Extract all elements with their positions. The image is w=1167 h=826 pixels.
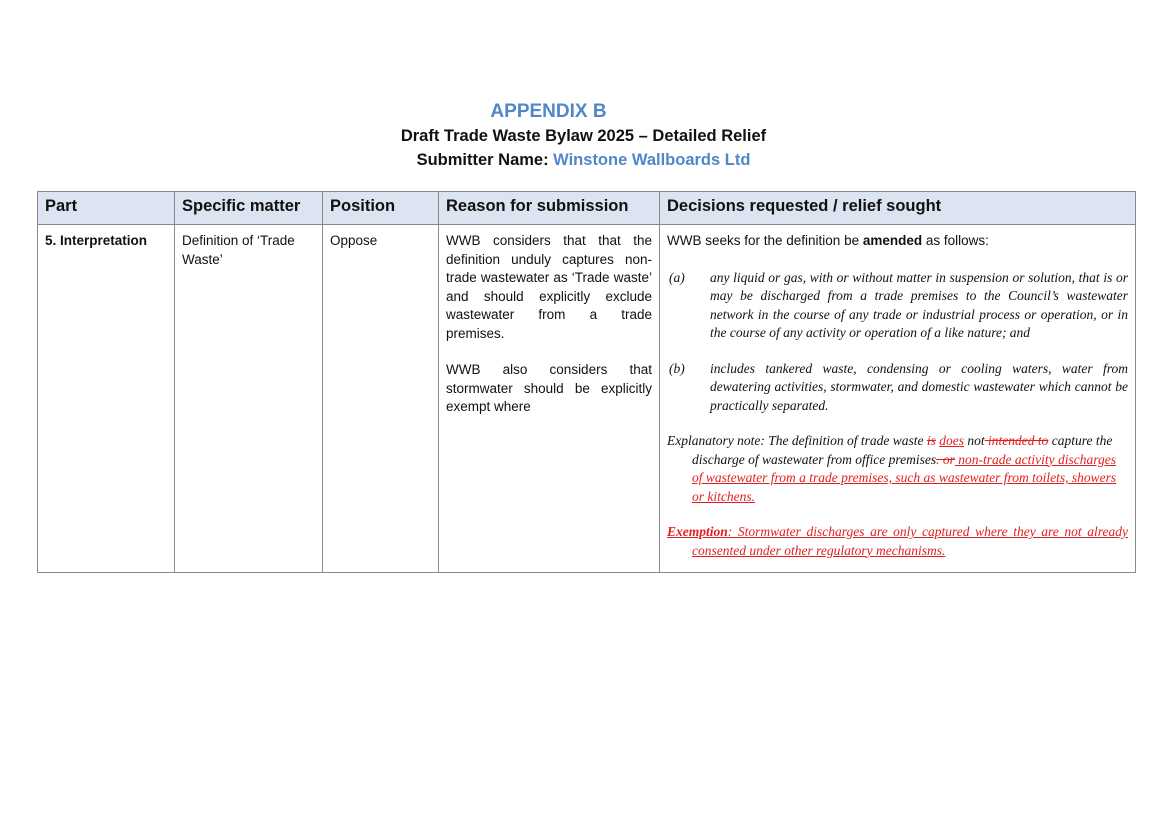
column-header-decisions: Decisions requested / relief sought [660,192,1136,225]
specific-matter-cell: Definition of ‘Trade Waste’ [175,225,323,573]
note-insertion: non-trade activity discharges of wastewater from a trade premises, such as wastewater from toilets, showers or kitchens. [692,451,1117,504]
explanatory-note [667,432,1128,506]
decision-intro-emphasis: amended [862,233,923,248]
clause-a-text: any liquid or gas, with or without matter in suspension or solution, that is or may be discharged from a trade premises to the Council’s wastewater network in the course of any trade or industrial process or operation, or in the course of any activity or operation of a like nature; and [710,269,1128,340]
appendix-heading: APPENDIX B [490,101,607,122]
clause-b-label: (b) [669,360,685,376]
column-header-reason: Reason for submission [439,192,660,225]
reason-cell [439,225,660,573]
table-header-row [38,192,1136,225]
exemption-text: : Stormwater discharges are only captured where they are not already consented under other regulatory mechanisms. [692,524,1128,558]
clause-a-label: (a) [669,269,685,285]
reason-paragraph-2: WWB also considers that stormwater should be explicitly exempt where [446,362,652,414]
decision-intro-text-end: as follows: [922,233,989,248]
document-header [0,100,1167,172]
note-deletion: intended to [984,433,1049,448]
exemption-note [667,523,1128,560]
relief-table [37,191,1136,573]
decisions-cell [660,225,1136,573]
note-text: Explanatory note: The definition of trade waste [667,433,927,448]
column-header-specific-matter: Specific matter [175,192,323,225]
note-deletion: is [926,433,936,448]
column-header-part: Part [38,192,175,225]
table-row [38,225,1136,573]
clause-b [667,360,1128,416]
exemption-label: Exemption [667,524,728,539]
note-text: capture the discharge of wastewater from office premises [692,433,1113,467]
column-header-position: Position [323,192,439,225]
note-insertion: does [939,433,964,448]
clause-a [667,269,1128,343]
submitter-label: Submitter Name: [416,151,554,169]
document-title: Draft Trade Waste Bylaw 2025 – Detailed Relief [400,127,767,145]
note-deletion: . or [936,451,955,467]
note-text: not [963,433,985,448]
decision-intro-text: WWB seeks for the definition be [667,233,863,248]
clause-b-text: includes tankered waste, condensing or cooling waters, water from dewatering activities, stormwater, and domestic wastewater which cannot be practically separated. [710,360,1128,413]
submitter-line [0,148,1167,172]
part-cell: 5. Interpretation [38,225,175,573]
submitter-name: Winstone Wallboards Ltd [553,151,751,169]
reason-paragraph-1: WWB considers that that the definition unduly captures non-trade wastewater as ‘Trade waste’ and should explicitly exclude wastewater from a trade premises. [446,233,652,341]
position-cell: Oppose [323,225,439,573]
decision-intro [667,232,1128,251]
